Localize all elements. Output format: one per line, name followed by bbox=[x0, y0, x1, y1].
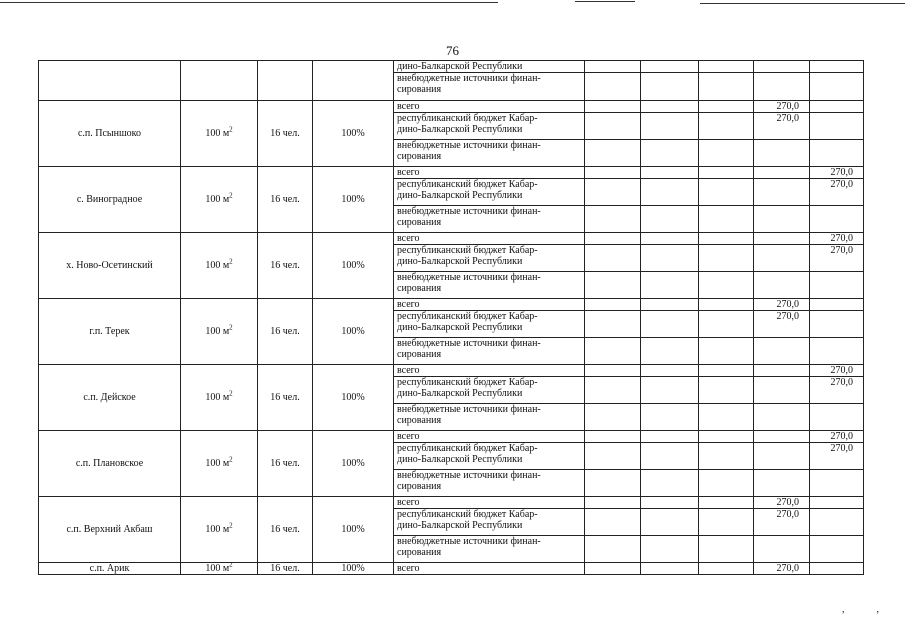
amount-cell bbox=[754, 179, 810, 206]
source-label-line: дино-Балкарской Республики bbox=[397, 454, 523, 465]
amount-cell bbox=[810, 101, 864, 113]
table-cell bbox=[699, 377, 754, 404]
table-cell bbox=[641, 272, 699, 299]
area-value: 100 м bbox=[205, 194, 230, 205]
area-cell bbox=[181, 101, 258, 167]
table-row bbox=[39, 233, 864, 245]
percent-cell: 100% bbox=[313, 365, 394, 431]
table-cell bbox=[585, 140, 641, 167]
source-label-line: сирования bbox=[397, 217, 442, 228]
table-cell bbox=[810, 272, 864, 299]
table-cell bbox=[585, 431, 641, 443]
table-cell bbox=[641, 179, 699, 206]
table-cell bbox=[641, 73, 699, 101]
table-cell bbox=[699, 140, 754, 167]
source-label-line: дино-Балкарской Республики bbox=[397, 190, 523, 201]
source-label-line: дино-Балкарской Республики bbox=[397, 388, 523, 399]
people-cell: 16 чел. bbox=[258, 563, 313, 575]
source-label-line: внебюджетные источники финан- bbox=[397, 206, 541, 217]
table-cell bbox=[810, 404, 864, 431]
table-row bbox=[39, 563, 864, 575]
people-cell: 16 чел. bbox=[258, 233, 313, 299]
table-cell bbox=[641, 61, 699, 73]
table-row bbox=[39, 101, 864, 113]
table-cell bbox=[585, 299, 641, 311]
settlement-name: х. Ново-Осетинский bbox=[39, 233, 181, 299]
table-cell bbox=[641, 563, 699, 575]
source-cell: всего bbox=[394, 563, 585, 575]
table-cell bbox=[754, 206, 810, 233]
table-cell bbox=[699, 179, 754, 206]
table-cell bbox=[181, 61, 258, 101]
table-cell bbox=[585, 443, 641, 470]
scan-top-line bbox=[700, 3, 905, 4]
area-unit-superscript: 2 bbox=[229, 125, 233, 134]
settlement-name: г.п. Терек bbox=[39, 299, 181, 365]
table-cell bbox=[641, 299, 699, 311]
table-cell bbox=[585, 377, 641, 404]
source-cell bbox=[394, 113, 585, 140]
people-cell: 16 чел. bbox=[258, 365, 313, 431]
source-cell: всего bbox=[394, 497, 585, 509]
source-label-line: внебюджетные источники финан- bbox=[397, 470, 541, 481]
amount-cell bbox=[810, 497, 864, 509]
source-label-line: республиканский бюджет Кабар- bbox=[397, 377, 538, 388]
source-cell bbox=[394, 536, 585, 563]
amount-cell: 270,0 bbox=[810, 179, 864, 206]
table-row bbox=[39, 61, 864, 73]
table-cell bbox=[699, 404, 754, 431]
source-label-line: республиканский бюджет Кабар- bbox=[397, 245, 538, 256]
amount-cell: 270,0 bbox=[810, 233, 864, 245]
table-cell bbox=[810, 536, 864, 563]
table-cell bbox=[699, 299, 754, 311]
table-cell bbox=[810, 73, 864, 101]
table-cell bbox=[641, 167, 699, 179]
table-cell bbox=[641, 470, 699, 497]
source-cell bbox=[394, 311, 585, 338]
area-unit-superscript: 2 bbox=[229, 562, 233, 569]
source-label-line: сирования bbox=[397, 84, 442, 95]
area-unit-superscript: 2 bbox=[229, 257, 233, 266]
table-cell bbox=[699, 311, 754, 338]
people-cell: 16 чел. bbox=[258, 431, 313, 497]
table-cell bbox=[699, 73, 754, 101]
table-cell bbox=[699, 338, 754, 365]
source-label-line: внебюджетные источники финан- bbox=[397, 536, 541, 547]
source-label-line: республиканский бюджет Кабар- bbox=[397, 311, 538, 322]
table-row bbox=[39, 497, 864, 509]
area-cell bbox=[181, 365, 258, 431]
source-cell bbox=[394, 338, 585, 365]
table-cell bbox=[585, 365, 641, 377]
table-cell bbox=[641, 113, 699, 140]
area-value: 100 м bbox=[205, 458, 230, 469]
amount-cell: 270,0 bbox=[754, 299, 810, 311]
amount-cell bbox=[810, 113, 864, 140]
table-cell bbox=[699, 470, 754, 497]
source-cell bbox=[394, 272, 585, 299]
amount-cell bbox=[754, 365, 810, 377]
table-cell bbox=[754, 470, 810, 497]
table-cell bbox=[641, 497, 699, 509]
amount-cell bbox=[754, 377, 810, 404]
table-cell bbox=[754, 338, 810, 365]
people-cell: 16 чел. bbox=[258, 167, 313, 233]
table-cell bbox=[585, 563, 641, 575]
amount-cell: 270,0 bbox=[754, 563, 810, 575]
source-label-line: внебюджетные источники финан- bbox=[397, 140, 541, 151]
area-value: 100 м bbox=[205, 392, 230, 403]
settlement-name: с.п. Арик bbox=[39, 563, 181, 575]
table-cell bbox=[641, 233, 699, 245]
percent-cell: 100% bbox=[313, 101, 394, 167]
area-value: 100 м bbox=[205, 524, 230, 535]
source-cell: всего bbox=[394, 365, 585, 377]
source-cell: всего bbox=[394, 299, 585, 311]
settlement-name: с.п. Дейское bbox=[39, 365, 181, 431]
table-cell bbox=[699, 509, 754, 536]
source-label-line: республиканский бюджет Кабар- bbox=[397, 443, 538, 454]
amount-cell: 270,0 bbox=[754, 113, 810, 140]
table-cell bbox=[585, 536, 641, 563]
table-cell bbox=[754, 536, 810, 563]
table-cell bbox=[585, 73, 641, 101]
percent-cell: 100% bbox=[313, 299, 394, 365]
area-unit-superscript: 2 bbox=[229, 323, 233, 332]
source-cell: всего bbox=[394, 167, 585, 179]
source-label-line: внебюджетные источники финан- bbox=[397, 272, 541, 283]
table-cell bbox=[641, 365, 699, 377]
table-cell bbox=[641, 443, 699, 470]
table-cell bbox=[585, 245, 641, 272]
source-cell bbox=[394, 61, 585, 73]
table-cell bbox=[585, 470, 641, 497]
table-cell bbox=[754, 272, 810, 299]
area-cell bbox=[181, 431, 258, 497]
area-cell bbox=[181, 497, 258, 563]
settlement-name: с.п. Псыншоко bbox=[39, 101, 181, 167]
amount-cell bbox=[754, 431, 810, 443]
table-cell bbox=[699, 61, 754, 73]
source-label-line: сирования bbox=[397, 481, 442, 492]
amount-cell bbox=[754, 233, 810, 245]
table-cell bbox=[641, 509, 699, 536]
table-cell bbox=[585, 338, 641, 365]
table-cell bbox=[585, 167, 641, 179]
amount-cell bbox=[810, 563, 864, 575]
source-cell bbox=[394, 245, 585, 272]
area-cell bbox=[181, 299, 258, 365]
percent-cell: 100% bbox=[313, 497, 394, 563]
area-cell bbox=[181, 563, 258, 575]
table-cell bbox=[641, 101, 699, 113]
source-label-line: сирования bbox=[397, 547, 442, 558]
source-label-line: республиканский бюджет Кабар- bbox=[397, 113, 538, 124]
table-cell bbox=[699, 233, 754, 245]
people-cell: 16 чел. bbox=[258, 101, 313, 167]
source-cell: всего bbox=[394, 101, 585, 113]
area-unit-superscript: 2 bbox=[229, 521, 233, 530]
table-cell bbox=[699, 536, 754, 563]
source-label-line: сирования bbox=[397, 415, 442, 426]
table-cell bbox=[699, 563, 754, 575]
source-label-line: сирования bbox=[397, 283, 442, 294]
table-cell bbox=[585, 179, 641, 206]
table-cell bbox=[641, 404, 699, 431]
table-cell bbox=[585, 61, 641, 73]
amount-cell: 270,0 bbox=[810, 431, 864, 443]
settlement-name: с.п. Плановское bbox=[39, 431, 181, 497]
percent-cell: 100% bbox=[313, 233, 394, 299]
table-cell bbox=[585, 206, 641, 233]
source-cell: всего bbox=[394, 431, 585, 443]
amount-cell: 270,0 bbox=[810, 443, 864, 470]
area-value: 100 м bbox=[205, 563, 230, 574]
percent-cell: 100% bbox=[313, 167, 394, 233]
table-cell bbox=[754, 73, 810, 101]
table-cell bbox=[754, 140, 810, 167]
source-cell bbox=[394, 140, 585, 167]
table-cell bbox=[258, 61, 313, 101]
amount-cell bbox=[810, 299, 864, 311]
scan-top-line bbox=[575, 1, 635, 2]
area-unit-superscript: 2 bbox=[229, 389, 233, 398]
amount-cell: 270,0 bbox=[810, 365, 864, 377]
scan-mark: , bbox=[842, 604, 845, 615]
table-cell bbox=[699, 497, 754, 509]
source-label-line: дино-Балкарской Республики bbox=[397, 61, 523, 72]
people-cell: 16 чел. bbox=[258, 497, 313, 563]
table-cell bbox=[810, 61, 864, 73]
table-cell bbox=[585, 113, 641, 140]
financing-table bbox=[38, 60, 864, 575]
table-cell bbox=[699, 101, 754, 113]
scan-mark: ‚ bbox=[876, 604, 880, 615]
amount-cell bbox=[754, 245, 810, 272]
scan-top-line bbox=[0, 2, 498, 3]
source-cell bbox=[394, 404, 585, 431]
source-label-line: сирования bbox=[397, 349, 442, 360]
table-cell bbox=[585, 404, 641, 431]
source-cell bbox=[394, 377, 585, 404]
table-row bbox=[39, 299, 864, 311]
table-cell bbox=[585, 509, 641, 536]
percent-cell: 100% bbox=[313, 431, 394, 497]
source-label-line: дино-Балкарской Республики bbox=[397, 256, 523, 267]
amount-cell: 270,0 bbox=[754, 311, 810, 338]
source-label-line: республиканский бюджет Кабар- bbox=[397, 179, 538, 190]
table-cell bbox=[810, 338, 864, 365]
area-unit-superscript: 2 bbox=[229, 455, 233, 464]
source-cell bbox=[394, 443, 585, 470]
table-cell bbox=[641, 377, 699, 404]
source-cell bbox=[394, 179, 585, 206]
table-cell bbox=[699, 443, 754, 470]
settlement-name: с. Виноградное bbox=[39, 167, 181, 233]
amount-cell: 270,0 bbox=[754, 101, 810, 113]
table-cell bbox=[585, 233, 641, 245]
source-label-line: внебюджетные источники финан- bbox=[397, 404, 541, 415]
area-value: 100 м bbox=[205, 326, 230, 337]
table-cell bbox=[810, 140, 864, 167]
amount-cell bbox=[810, 311, 864, 338]
page-number: 76 bbox=[446, 43, 459, 58]
table-cell bbox=[810, 470, 864, 497]
source-cell bbox=[394, 206, 585, 233]
source-label-line: сирования bbox=[397, 151, 442, 162]
table-cell bbox=[699, 245, 754, 272]
source-label-line: дино-Балкарской Республики bbox=[397, 322, 523, 333]
table-row bbox=[39, 365, 864, 377]
table-cell bbox=[810, 206, 864, 233]
amount-cell: 270,0 bbox=[754, 497, 810, 509]
amount-cell bbox=[810, 509, 864, 536]
amount-cell: 270,0 bbox=[810, 377, 864, 404]
amount-cell: 270,0 bbox=[810, 245, 864, 272]
table-cell bbox=[585, 311, 641, 338]
table-cell bbox=[641, 140, 699, 167]
table-cell bbox=[641, 311, 699, 338]
table-cell bbox=[699, 272, 754, 299]
table-cell bbox=[699, 365, 754, 377]
table-cell bbox=[699, 206, 754, 233]
table-cell bbox=[699, 431, 754, 443]
source-label-line: внебюджетные источники финан- bbox=[397, 73, 541, 84]
people-cell: 16 чел. bbox=[258, 299, 313, 365]
table-cell bbox=[699, 167, 754, 179]
amount-cell: 270,0 bbox=[810, 167, 864, 179]
table-cell bbox=[39, 61, 181, 101]
source-cell bbox=[394, 470, 585, 497]
table-cell bbox=[641, 431, 699, 443]
table-cell bbox=[641, 206, 699, 233]
source-cell bbox=[394, 509, 585, 536]
table-row bbox=[39, 167, 864, 179]
table-cell bbox=[585, 272, 641, 299]
area-value: 100 м bbox=[205, 128, 230, 139]
table-row bbox=[39, 431, 864, 443]
amount-cell bbox=[754, 167, 810, 179]
table-cell bbox=[754, 404, 810, 431]
area-unit-superscript: 2 bbox=[229, 191, 233, 200]
table-cell bbox=[585, 497, 641, 509]
table-cell bbox=[313, 61, 394, 101]
settlement-name: с.п. Верхний Акбаш bbox=[39, 497, 181, 563]
source-cell: всего bbox=[394, 233, 585, 245]
percent-cell: 100% bbox=[313, 563, 394, 575]
source-label-line: дино-Балкарской Республики bbox=[397, 124, 523, 135]
source-label-line: республиканский бюджет Кабар- bbox=[397, 509, 538, 520]
area-cell bbox=[181, 167, 258, 233]
table-cell bbox=[699, 113, 754, 140]
source-label-line: дино-Балкарской Республики bbox=[397, 520, 523, 531]
area-cell bbox=[181, 233, 258, 299]
source-cell bbox=[394, 73, 585, 101]
table-cell bbox=[641, 338, 699, 365]
area-value: 100 м bbox=[205, 260, 230, 271]
table-cell bbox=[641, 245, 699, 272]
table-cell bbox=[641, 536, 699, 563]
source-label-line: внебюджетные источники финан- bbox=[397, 338, 541, 349]
table-cell bbox=[754, 61, 810, 73]
amount-cell: 270,0 bbox=[754, 509, 810, 536]
table-cell bbox=[585, 101, 641, 113]
amount-cell bbox=[754, 443, 810, 470]
